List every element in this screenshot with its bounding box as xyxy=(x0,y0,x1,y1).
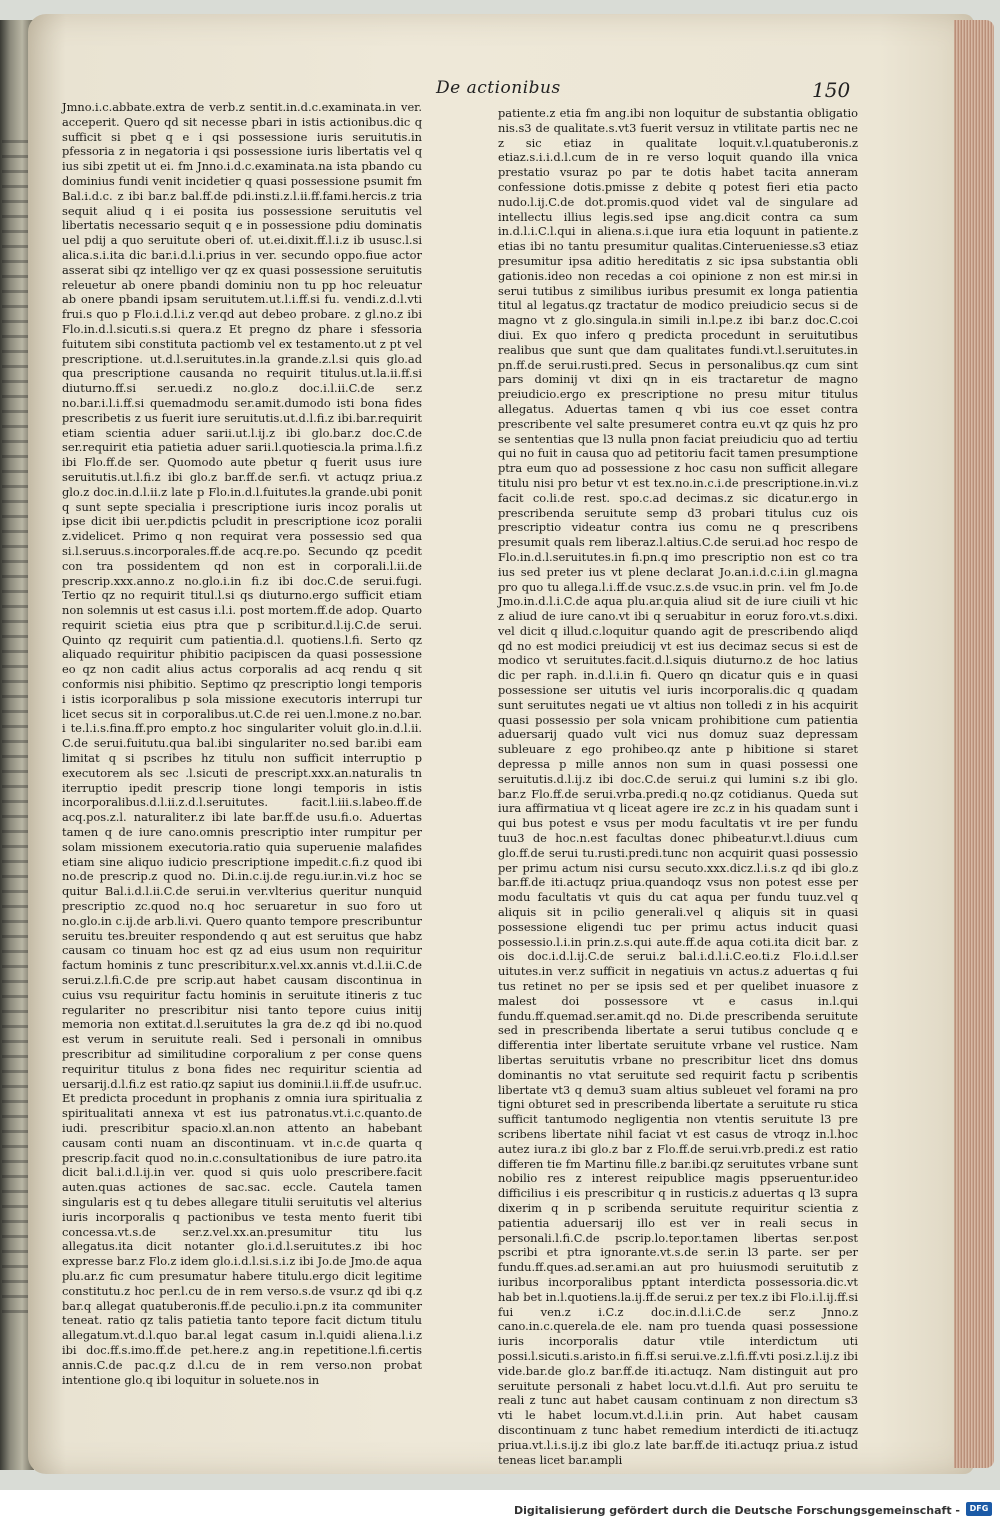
left-page-text-fragment xyxy=(2,140,30,1320)
column-text: Jmno.i.c.abbate.extra de verb.z sentit.in.d.c.examinata.in ver. acceperit. Quero qd sit necesse pbari in istis actionibus.dic q sufficit si pbet q e i qsi possessione iuris seruitutis.in pfessoria z in negatoria i qsi possessione iuris libertatis vel q ius sibi zpetit ut ei. fm Jnno.i.d.c.examinata.na ista pbando cu dominius fundi venit incidetier q quasi possessione psumit fm Bal.i.d.c. z ibi bar.z bal.ff.de pdi.insti.z.l.ii.ff.fami.hercis.z tria sequit aliud q i ei posita ius possessione seruitutis vel libertatis necessario sequit q e in possessione pdiu dominatis uel pdij a quo seruitute oberi of. ut.ei.dixit.ff.l.i.z ib ususc.l.si alica.s.i.ita dic bar.i.d.l.i.prius in ver. secundo oppo.fiue actor asserat sibi qz intelligo ver qz ex quasi possessione seruitutis releuetur ab onere pbandi dominiu non tu pp hoc releuatur ab onere pbandi ipsam seruitutem.ut.l.i.ff.si fu. vendi.z.d.l.vti frui.s quo p Flo.i.d.l.i.z ver.qd aut debeo probare. z gl.no.z ibi Flo.in.d.l.sicuti.s.si quera.z Et pregno dz phare i sfessoria fuitutem sibi constituta pactiomb vel ex testamento.ut z pt vel prescriptione. ut.d.l.seruitutes.in.la grande.z.l.si quis glo.ad qua prescriptione causanda no requirit titulus.ut.la.ii.ff.si diuturno.ff.si ser.uedi.z no.glo.z doc.i.l.ii.C.de ser.z no.bar.i.l.i.ff.si quemadmodu ser.amit.dumodo isti bona fides prescribetis z us fuerit iure seruitutis.ut.d.l.fi.z ibi.bar.requirit etiam scientia aduer sarii.ut.l.ij.z ibi glo.bar.z doc.C.de ser.requirit etia patietia aduer sarii.l.quotiescia.la prima.l.fi.z ibi Flo.ff.de ser. Quomodo aute pbetur q fuerit usus iure seruitutis.ut.l.fi.z ibi glo.z bar.ff.de ser.fi. vt actuqz priua.z glo.z doc.in.d.l.ii.z late p Flo.in.d.l.fuitutes.la grande.ubi ponit q sunt septe specialia i prescriptione iuris incoz poralis ut ipse dicit ibii uer.pdictis pcludit in prescriptione icoz poralii z.videlicet. Primo q non requirat vera possessio sed qua si.l.seruus.s.incorporales.ff.de acq.re.po. Secundo qz pcedit con tra possidentem qd non est in corporali.l.ii.de prescrip.xxx.anno.z no.glo.i.in fi.z ibi doc.C.de serui.fugi. Tertio qz no requirit titul.l.si qs diuturno.ergo sufficit etiam non solemnis ut est casus i.l.i. post mortem.ff.de adop. Quarto requirit scietia eius ptra que p scribitur.d.l.ij.C.de serui. Quinto qz requirit cum patientia.d.l. quotiens.l.fi. Serto qz aliquado requiritur phibitio pacipiscen da quasi possessione eo qz non cadit alius actus corporalis ad acq rendu q sit conformis nisi phibitio. Septimo qz prescriptio longi temporis i istis icorporalibus p sola missione executoris interrupi tur licet secus sit in corporalibus.ut.C.de rei uen.l.mone.z no.bar. i te.l.i.s.fina.ff.pro empto.z hoc singulariter voluit glo.in.d.l.ii. C.de serui.fuitutu.qua bal.ibi singulariter no.sed bar.ibi eam limitat q si pscribes hz titulu non sufficit interruptio p executorem als sec .l.sicuti de prescript.xxx.an.naturalis tn iterruptio ipedit prescrip tione longi temporis in istis incorporalibus.d.l.ii.z.d.l.seruitutes. facit.l.iii.s.labeo.ff.de acq.pos.z.l. naturaliter.z ibi late bar.ff.de usu.fi.o. Aduertas tamen q de iure cano.omnis prescriptio inter rumpitur per solam missionem executoria.ratio quia superuenie malafides etiam sine aliquo iudicio prescriptione impedit.c.fi.z quod ibi no.de prescrip.z quod no. Di.in.c.ij.de regu.iur.in.vi.z hoc se quitur Bal.i.d.l.ii.C.de serui.in ver.vlterius queritur nunquid prescriptio zc.quod no.q hoc seruaretur in suo foro ut no.glo.in c.ij.de arb.li.vi. Quero quanto tempore prescribuntur seruitu tes.breuiter respondendo q aut est seruitus que habz causam co tinuam hoc est qz ad eius usum non requiritur factum hominis z tunc prescribitur.x.vel.xx.annis vt.d.l.ii.C.de serui.z.l.fi.C.de pre scrip.aut habet causam discontinua in cuius vsu requiritur factu hominis in seruitute itineris z tuc regulariter no prescribitur nisi tanto tepore cuius initij memoria non extitat.d.l.seruitutes la gra de.z qd ibi no.quod est verum in seruitute reali. Sed i personali in omnibus prescribitur ad similitudine corporalium z per conse quens requiritur titulus z bona fides nec requiritur scientia ad uersarij.d.l.fi.z est ratio.qz sapiut ius dominii.l.ii.ff.de usufr.uc. Et predicta procedunt in prophanis z omnia iura spiritualia z spiritualitati annexa vt est ius patronatus.vt.i.c.quanto.de iudi. prescribitur spacio.xl.an.non attento an habebant causam conti nuam an discontinuam. vt in.c.de quarta q prescrip.facit quod no.in.c.consultationibus de iure patro.ita dicit bal.i.d.l.ij.in ver. quod si quis uolo prescribere.facit auten.quas actiones de sac.sac. eccle. Cautela tamen singularis est q tu debes allegare titulii seruitutis vel alterius iuris incorporalis q pactionibus ve testa mento fuerit tibi concessa.vt.s.de ser.z.vel.xx.an.presumitur titu lus allegatus.ita dicit notanter glo.i.d.l.seruitutes.z ibi hoc expresse bar.z Flo.z idem glo.i.d.l.si.s.i.z ibi Jo.de Jmo.de aqua plu.ar.z fic cum presumatur habere titulu.ergo dicit legitime constitutu.z hoc per.l.cu de in rem verso.s.de vsur.z qd ibi q.z bar.q allegat quatuberonis.ff.de peculio.i.pn.z ita communiter teneat. ratio qz talis patietia tanto tepore facit dictum titulu allegatum.vt.d.l.quo bar.al legat casum in.l.quidi aliena.l.i.z ibi doc.ff.s.imo.ff.de pet.here.z ang.in repetitione.l.fi.certis annis.C.de pac.q.z d.l.cu de in rem verso.non probat intentione glo.q ibi loquitur in soluete.nos in xyxy=(62,100,422,1387)
page-fore-edge xyxy=(954,20,994,1468)
running-head: De actionibus xyxy=(436,78,561,98)
column-text: patiente.z etia fm ang.ibi non loquitur de substantia obligatio nis.s3 de qualitate.s.vt3 fuerit versuz in vtilitate partis nec ne z sic etiaz in qualitate loquit.v.l.quatuberonis.z etiaz.s.i.i.d.l.cum de in re verso loquit quando illa vnica prestatio vsuraz po par te dotis habet tacita anneram confessione dotis.pmisse z debite q potest fieri etia pacto nudo.l.ij.C.de dot.promis.quod videt val de singulare ad intellectu illius legis.sed ipse ang.dicit contra ca sum in.d.l.i.C.l.qui in aliena.s.i.que iura etia loquunt in patiente.z etias ibi no tantu presumitur qualitas.Cinterueniesse.s3 etiaz presumitur ipsa aditio hereditatis z sic ipsa substantia obli gationis.ideo non recedas a coi opinione z non est mir.si in serui tutibus z similibus iuribus presumit ex longa patientia titul al legatus.qz tractatur de modico preiudicio secus si de magno vt z glo.singula.in simili in.l.pe.z ibi bar.z doc.C.coi diui. Ex quo infero q predicta procedunt in seruitutibus realibus que sunt que dam qualitates fundi.vt.l.seruitutes.in pn.ff.de serui.rusti.pred. Secus in personalibus.qz cum sint pars dominij vt dixi qn in eis tractaretur de magno preiudicio.ergo ex prescriptione no presu mitur titulus allegatus. Aduertas tamen q vbi ius coe esset contra prescribente vel salte presumeret contra eu.vt qz quis hz pro se sententias que l3 nulla pnon faciat preiudiciu quo ad tertiu qui no fuit in causa quo ad petitoriu facit tamen presumptione ptra eum quo ad possessione z hoc casu non sufficit allegare titulu nisi pro betur vt est tex.no.in.c.i.de prescriptione.in.vi.z facit co.li.de rest. spo.c.ad decimas.z sic dicatur.ergo in prescribenda seruitute semp d3 probari titulus cuz ois prescriptio videatur contra ius comu ne q prescribens presumit quals rem liberaz.l.altius.C.de serui.ad hoc respo de Flo.in.d.l.seruitutes.in fi.pn.q imo prescriptio non est co tra ius sed preter ius vt plene declarat Jo.an.i.d.c.i.in gl.magna pro quo tu allega.l.i.ff.de vsuc.z.s.de vsuc.in prin. vel fm Jo.de Jmo.in.d.l.i.C.de aqua plu.ar.quia aliud sit de iure ciuili vt hic z aliud de iure cano.vt ibi q seruabitur in eoruz foro.vt.s.dixi. vel dicit q illud.c.loquitur quando agit de prescribendo aliqd qd no est modici preiudicij vt est ius decimaz secus si est de modico vt seruitutes.facit.d.l.siquis diuturno.z de hoc latius dic per raph. in.d.l.i.in fi. Quero qn dicatur quis e in quasi possessione ser uitutis vel iuris incorporalis.dic q quadam sunt seruitutes negati ue vt altius non tolledi z in his acquirit quasi possessio per sola vnicam prohibitione cum patientia aduersarij quado vult vici nus domuz suaz depressam subleuare z ego prohibeo.qz ante p hibitione si staret depressa p mille annos non sum in quasi possessi one seruitutis.d.l.ij.z ibi doc.C.de serui.z qui lumini s.z ibi glo. bar.z Flo.ff.de serui.vrba.predi.q no.qz cotidianus. Queda sut iura affirmatiua vt q liceat agere ire zc.z in his quadam sunt i qui bus potest e vsus per modu facultatis vt ire per fundu tuu3 de hoc.n.est facultas donec phibeatur.vt.l.diuus cum glo.ff.de serui tu.rusti.predi.tunc non acquirit quasi possessio per primu actum nisi cursu secuto.xxx.dicz.l.i.s.z qd ibi glo.z bar.ff.de iti.actuqz priua.quandoqz vsus non potest esse per modu facultatis vt quis du cat aqua per fundu tuuz.vel q aliquis sit in pcilio generali.vel q aliquis sit in quasi possessione eligendi tuc per primu actus inducit quasi possessio.l.i.in prin.z.s.qui aute.ff.de aqua coti.ita dicit bar. z ois doc.i.d.l.ij.C.de serui.z bal.i.d.l.i.C.eo.ti.z Flo.i.d.l.ser uitutes.in ver.z sufficit in negatiuis vn actus.z aduertas q fui tus retinet no per se ipsis sed et per quelibet inuasore z malest doi possessore vt e casus in.l.qui fundu.ff.quemad.ser.amit.qd no. Di.de prescribenda seruitute sed in prescribenda libertate a serui tutibus conclude q e differentia inter libertate seruitute vrbane vel rustice. Nam libertas seruitutis vrbane no prescribitur licet dns domus dominantis no vtat seruitute sed requirit factu p scribentis libertate vt3 q demu3 suam altius subleuet vel forami na pro tigni obturet sed in prescribenda libertate a seruitute ru stica sufficit tantumodo negligentia non vtentis seruitute l3 pre scribens libertate nihil faciat vt est casus de vtroqz in.l.hoc autez iura.z ibi glo.z bar z Flo.ff.de serui.vrb.predi.z est ratio differen tie fm Martinu fille.z bar.ibi.qz seruitutes vrbane sunt nobilio res z interest reipublice magis ppseruentur.ideo difficilius i eis prescribitur q in rusticis.z aduertas q l3 supra dixerim q in p scribenda seruitute requiritur scientia z patientia aduersarij illo est ver in reali secus in personali.l.fi.C.de pscrip.lo.tepor.tamen libertas ser.post pscribi et ptra ignorante.vt.s.de ser.in l3 parte. ser per fundu.ff.ques.ad.ser.ami.an aut pro huiusmodi seruitutib z iuribus incorporalibus pptant interdicta possessoria.dic.vt hab bet in.l.quotiens.la.ij.ff.de serui.z per tex.z ibi Flo.i.l.ij.ff.si fui ven.z i.C.z doc.in.d.l.i.C.de ser.z Jnno.z cano.in.c.querela.de ele. nam pro tuenda quasi possessione iuris incorporalis datur vtile interdictum uti possi.l.sicuti.s.aristo.in fi.ff.si serui.ve.z.l.fi.ff.vti posi.z.l.ij.z ibi vide.bar.de glo.z bar.ff.de iti.actuqz. Nam distinguit aut pro seruitute personali z habet locu.vt.d.l.fi. Aut pro seruitu te reali z tunc aut habet causam continuam z non directum s3 vti le habet locum.vt.d.l.i.in prin. Aut habet causam discontinuam z tunc habet remedium interdicti de iti.actuqz priua.vt.l.i.s.ij.z ibi glo.z late bar.ff.de iti.actuqz priua.z istud teneas licet bar.ampli xyxy=(498,106,859,1467)
text-column-right xyxy=(498,106,858,1467)
funding-notice: Digitalisierung gefördert durch die Deutsche Forschungsgemeinschaft - xyxy=(513,1504,960,1517)
dfg-logo: DFG xyxy=(966,1502,992,1516)
folio-number: 150 xyxy=(812,78,851,102)
text-column-left xyxy=(62,100,422,1387)
